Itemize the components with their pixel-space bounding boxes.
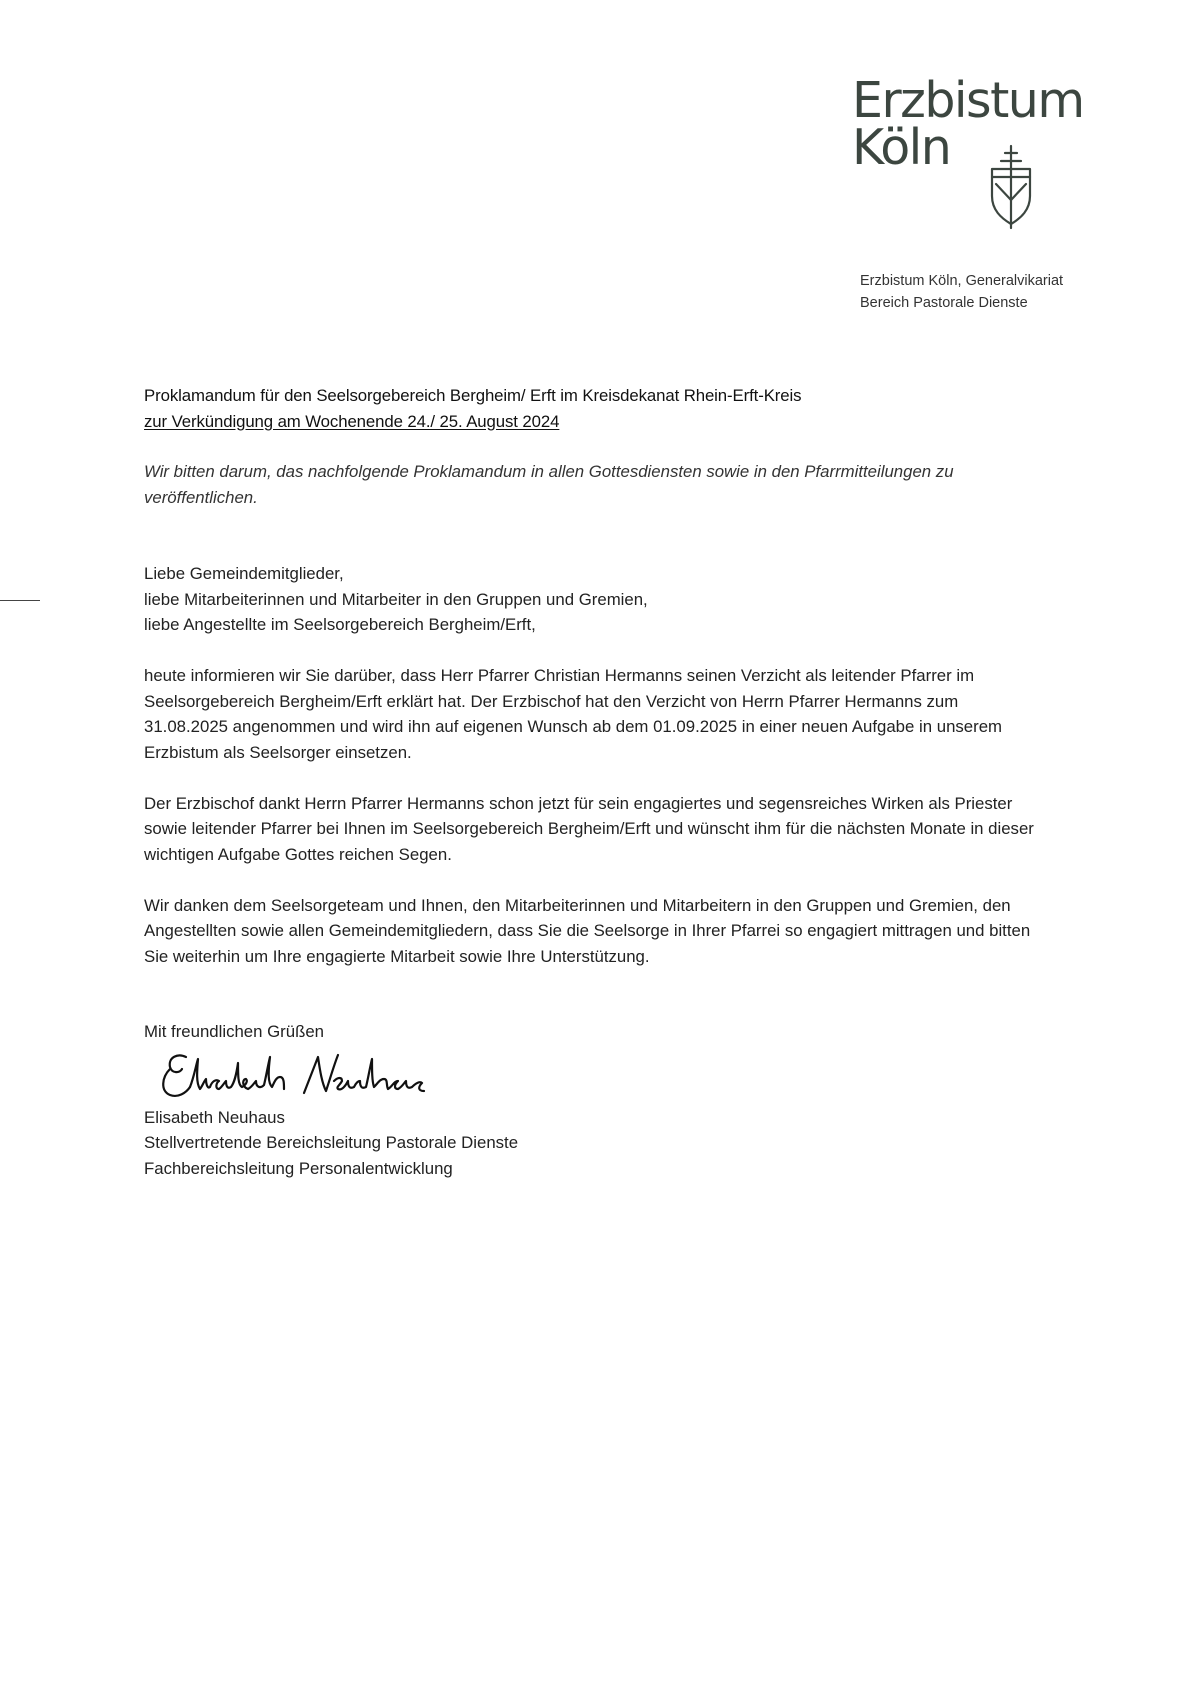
letter-title-line-1: Proklamandum für den Seelsorgebereich Bergheim/ Erft im Kreisdekanat Rhein-Erft-Kreis [144, 386, 802, 405]
diocese-coat-of-arms-icon [988, 144, 1034, 230]
paragraph-thanks-archbishop: Der Erzbischof dankt Herrn Pfarrer Hermanns schon jetzt für sein engagiertes und segensreiches Wirken als Priester sowie leitender Pfarrer bei Ihnen im Seelsorgebereich Bergheim/Erft und wünscht ihm für die nächsten Monate in dieser wichtigen Aufgabe Gottes reichen Segen. [144, 793, 1034, 864]
salutation [144, 561, 1044, 638]
signer-role-1: Stellvertretende Bereichsleitung Pastorale Dienste [144, 1133, 519, 1152]
sender-line-2: Bereich Pastorale Dienste [860, 295, 1028, 311]
salutation-line: liebe Mitarbeiterinnen und Mitarbeiter in den Gruppen und Gremien, [144, 589, 648, 609]
erzbistum-koeln-logo [852, 70, 1112, 240]
logo-wordmark-line-2: Köln [852, 119, 951, 176]
publication-request: Wir bitten darum, das nachfolgende Proklamandum in allen Gottesdiensten sowie in den Pfarrmitteilungen zu veröffentlichen. [144, 462, 954, 507]
signer-name: Elisabeth Neuhaus [144, 1107, 285, 1127]
paragraph-announcement: heute informieren wir Sie darüber, dass Herr Pfarrer Christian Hermanns seinen Verzicht als leitender Pfarrer im Seelsorgebereich Bergheim/Erft erklärt hat. Der Erzbischof hat den Verzicht von Herrn Pfarrer Hermanns zum 31.08.2025 angenommen und wird ihn auf eigenen Wunsch ab dem 01.09.2025 in einer neuen Aufgabe in unserem Erzbistum als Seelsorger einsetzen. [144, 666, 1003, 762]
paragraph-thanks-community: Wir danken dem Seelsorgeteam und Ihnen, den Mitarbeiterinnen und Mitarbeitern in den Gruppen und Gremien, den Angestellten sowie allen Gemeindemitgliedern, dass Sie die Seelsorge in Ihrer Pfarrei so engagiert mittragen und bitten Sie weiterhin um Ihre engagierte Mitarbeit sowie Ihre Unterstützung. [144, 895, 1031, 966]
signer-role-2: Fachbereichsleitung Personalentwicklung [144, 1158, 453, 1178]
letter-title [144, 383, 1044, 434]
sender-line-1: Erzbistum Köln, Generalvikariat [860, 273, 1064, 289]
salutation-line: liebe Angestellte im Seelsorgebereich Bergheim/Erft, [144, 615, 536, 634]
signer-block [144, 1105, 1044, 1182]
fold-mark [0, 600, 40, 601]
letter-title-line-2: zur Verkündigung am Wochenende 24./ 25. August 2024 [144, 411, 560, 431]
closing-greeting: Mit freundlichen Grüßen [144, 1022, 325, 1041]
letter-body [144, 383, 1044, 1181]
sender-address [860, 270, 1063, 314]
logo-wordmark-line-1: Erzbistum [852, 72, 1084, 129]
handwritten-signature [156, 1047, 456, 1105]
salutation-line: Liebe Gemeindemitglieder, [144, 564, 344, 583]
